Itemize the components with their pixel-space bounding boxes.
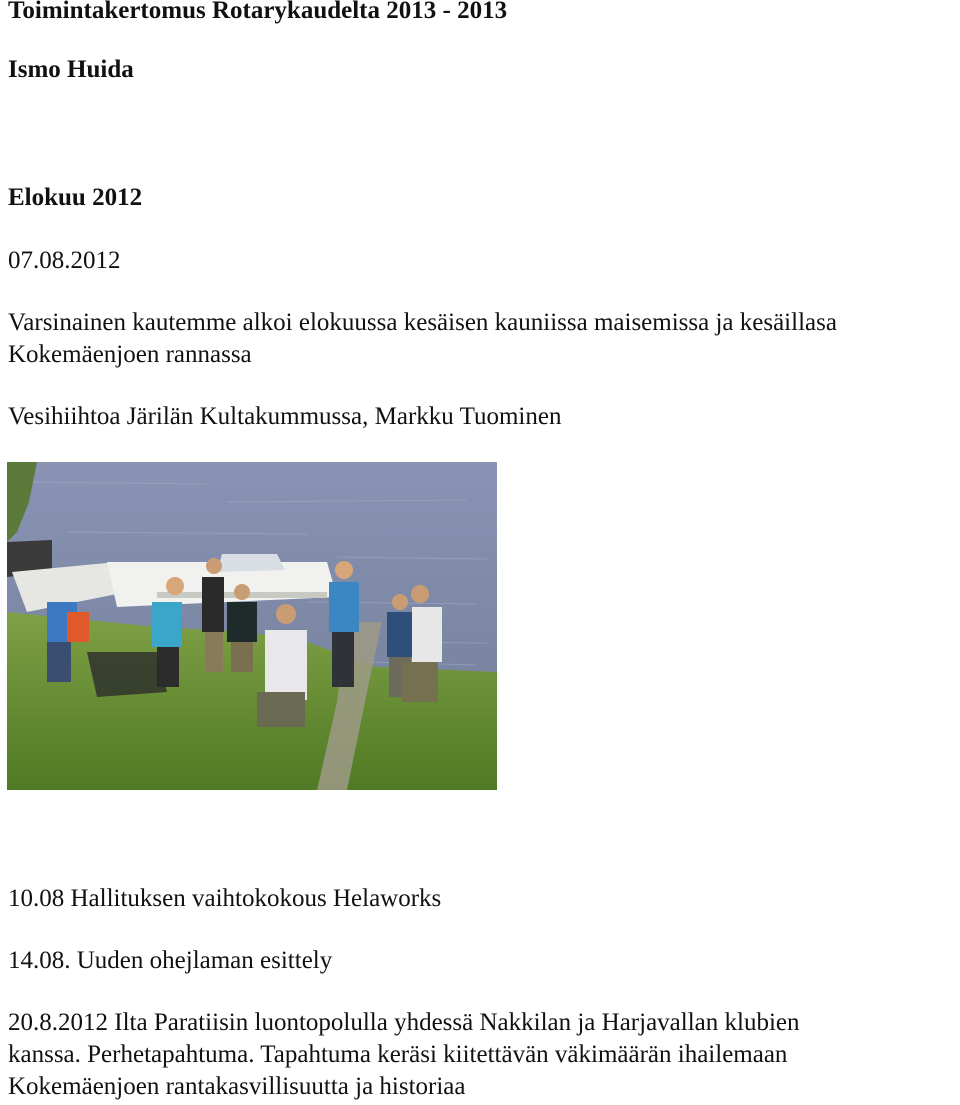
paragraph-line: Kokemäenjoen rantakasvillisuutta ja historiaa [8,1073,466,1100]
entry-program-presentation: 14.08. Uuden ohejlaman esittely [8,947,333,974]
event-photo [7,462,497,790]
entry-date: 07.08.2012 [8,247,121,274]
entry-board-meeting: 10.08 Hallituksen vaihtokokous Helaworks [8,885,442,912]
author-name: Ismo Huida [8,56,134,83]
paragraph-line: Kokemäenjoen rannassa [8,341,252,368]
photo-caption: Vesihiihtoa Järilän Kultakummussa, Markku Tuominen [8,403,562,430]
paragraph-line: kanssa. Perhetapahtuma. Tapahtuma keräsi kiitettävän väkimäärän ihailemaan [8,1041,788,1068]
paragraph-line: 20.8.2012 Ilta Paratiisin luontopolulla yhdessä Nakkilan ja Harjavallan klubien [8,1009,800,1036]
document-title: Toimintakertomus Rotarykaudelta 2013 - 2013 [8,0,508,24]
paragraph-line: Varsinainen kautemme alkoi elokuussa kesäisen kauniissa maisemissa ja kesäillasa [8,309,837,336]
month-heading: Elokuu 2012 [8,184,143,211]
